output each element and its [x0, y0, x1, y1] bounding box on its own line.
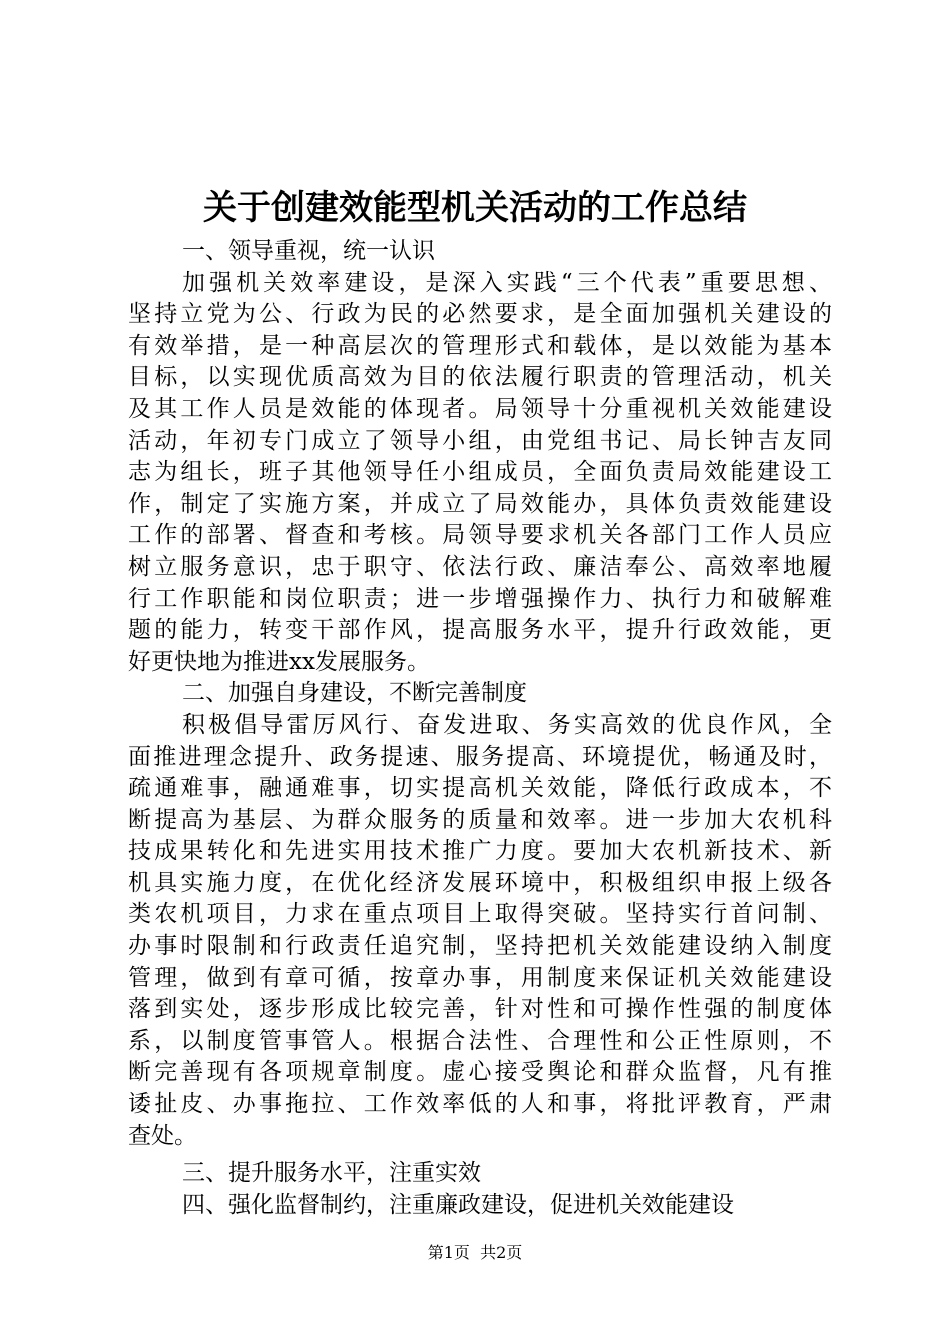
paragraph-line: 作，制定了实施方案，并成立了局效能办，具体负责效能建设	[128, 490, 832, 517]
paragraph-line: 志为组长，班子其他领导任小组成员，全面负责局效能建设工	[128, 459, 832, 486]
section-heading: 三、提升服务水平，注重实效	[182, 1160, 481, 1187]
section-heading: 一、领导重视，统一认识	[182, 238, 435, 264]
paragraph-line: 树立服务意识，忠于职守、依法行政、廉洁奉公、高效率地履	[128, 553, 832, 580]
paragraph-line: 断完善现有各项规章制度。虚心接受舆论和群众监督，凡有推	[128, 1059, 832, 1086]
section-heading: 二、加强自身建设，不断完善制度	[182, 680, 527, 707]
paragraph-line: 落到实处，逐步形成比较完善，针对性和可操作性强的制度体	[128, 996, 832, 1023]
page-footer: 第1页 共2页	[427, 1243, 523, 1262]
paragraph-line: 加强机关效率建设，是深入实践“三个代表”重要思想、	[182, 269, 832, 296]
paragraph-line: 断提高为基层、为群众服务的质量和效率。进一步加大农机科	[128, 806, 832, 833]
paragraph-line: 办事时限制和行政责任追究制，坚持把机关效能建设纳入制度	[128, 933, 832, 960]
paragraph-line: 类农机项目，力求在重点项目上取得突破。坚持实行首问制、	[128, 901, 832, 928]
paragraph-line: 坚持立党为公、行政为民的必然要求，是全面加强机关建设的	[128, 301, 832, 328]
paragraph-line: 面推进理念提升、政务提速、服务提高、环境提优，畅通及时，	[128, 743, 832, 770]
paragraph-line: 机具实施力度，在优化经济发展环境中，积极组织申报上级各	[128, 869, 832, 896]
document-body	[128, 236, 832, 1221]
document-title: 关于创建效能型机关活动的工作总结	[203, 188, 747, 228]
paragraph-line: 系，以制度管事管人。根据合法性、合理性和公正性原则，不	[128, 1027, 832, 1054]
paragraph-line: 有效举措，是一种高层次的管理形式和载体，是以效能为基本	[128, 332, 832, 359]
paragraph-line: 活动，年初专门成立了领导小组，由党组书记、局长钟吉友同	[128, 427, 832, 454]
paragraph-line: 诿扯皮、办事拖拉、工作效率低的人和事，将批评教育，严肃	[128, 1091, 832, 1118]
paragraph-line: 工作的部署、督查和考核。局领导要求机关各部门工作人员应	[128, 522, 832, 549]
paragraph-line: 查处。	[128, 1122, 197, 1149]
paragraph-line: 技成果转化和先进实用技术推广力度。要加大农机新技术、新	[128, 838, 832, 865]
paragraph-line: 及其工作人员是效能的体现者。局领导十分重视机关效能建设	[128, 395, 832, 422]
paragraph-line: 题的能力，转变干部作风，提高服务水平，提升行政效能，更	[128, 617, 832, 644]
paragraph-line: 行工作职能和岗位职责；进一步增强操作力、执行力和破解难	[128, 585, 832, 612]
paragraph-line: 好更快地为推进xx发展服务。	[128, 648, 430, 675]
paragraph-line: 积极倡导雷厉风行、奋发进取、务实高效的优良作风，全	[182, 711, 832, 738]
section-heading: 四、强化监督制约，注重廉政建设，促进机关效能建设	[182, 1191, 734, 1218]
paragraph-line: 管理，做到有章可循，按章办事，用制度来保证机关效能建设	[128, 964, 832, 991]
paragraph-line: 疏通难事，融通难事，切实提高机关效能，降低行政成本，不	[128, 775, 832, 802]
paragraph-line: 目标，以实现优质高效为目的依法履行职责的管理活动，机关	[128, 364, 832, 391]
